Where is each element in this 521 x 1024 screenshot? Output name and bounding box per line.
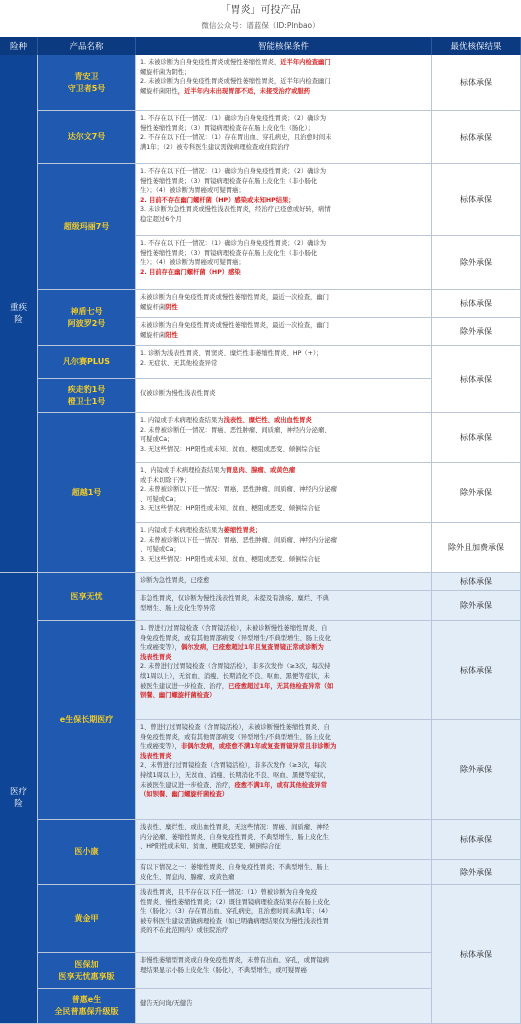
condition-highlight: 浅表性、糜烂性、或出血性胃炎 — [223, 417, 312, 424]
conditions-c2 — [136, 111, 432, 164]
condition-text: 生（肠化）；（3）存在胃出血、穿孔病史，且治愈时间未满1年；（4） — [140, 908, 332, 916]
section-label: 医疗 险 — [9, 787, 27, 809]
condition-text: 1. 未被诊断为自身免疫性胃炎或慢性萎缩性胃炎， — [140, 59, 281, 66]
product-name: 凡尔赛PLUS — [63, 357, 110, 366]
page-header — [0, 0, 521, 37]
condition-text: 1. 不存在以下任一情况：（1）确诊为自身免疫性胃炎；（2）确诊为 — [140, 168, 327, 175]
result-label: 标体承保 — [460, 132, 492, 142]
condition-line — [140, 907, 427, 917]
condition-text: 非急性胃炎，仅诊断为慢性浅表性胃炎，未提及有溃疡、糜烂、不典 — [140, 595, 329, 602]
condition-text: 2. 无症状、无其他检查异常 — [140, 359, 218, 367]
result-r5 — [432, 290, 521, 318]
product-name: 达尔文7号 — [67, 132, 106, 141]
condition-text: 2、未曾进行过胃镜检查（含胃镜活检），非多次发作（≥3次，每次 — [140, 762, 327, 770]
condition-text: 诊断为急性胃炎，已痊愈 — [140, 577, 210, 584]
condition-text: 2. 未曾被诊断以下任一情况：胃癌、恶性肿瘤、间质瘤、神经内分泌瘤 — [140, 536, 337, 544]
condition-line — [140, 723, 427, 733]
condition-text: 未被医生建议进一步检查、治疗， — [140, 781, 235, 789]
condition-line — [140, 445, 427, 455]
condition-text: 稳定超过6个月 — [140, 215, 182, 223]
condition-line — [140, 504, 427, 514]
product-name: 黄金甲 — [74, 913, 99, 923]
product-p6 — [38, 379, 136, 413]
condition-highlight: 浅表性胃炎 — [140, 653, 172, 661]
condition-line — [140, 781, 427, 791]
condition-line — [140, 426, 427, 436]
condition-line — [140, 926, 427, 936]
product-name: 超越1号 — [71, 487, 102, 497]
condition-line — [140, 873, 427, 883]
condition-text: 螺旋杆菌为阴性； — [140, 68, 191, 76]
condition-line — [140, 682, 427, 692]
condition-text: 1. 不存在以下任一情况：（1）确诊为自身免疫性胃炎；（2）确诊为 — [140, 115, 327, 122]
conditions-c6 — [136, 318, 432, 346]
result-r16 — [432, 860, 521, 885]
result-label: 除外承保 — [460, 488, 492, 497]
condition-text: 1. 诊断为浅表性胃炎、胃窦炎、糜烂性非萎缩性胃炎、HP（+）； — [140, 350, 323, 357]
condition-text: 1. 内镜或手术病理检查结果为 — [140, 527, 224, 534]
condition-line — [140, 416, 427, 426]
condition-text: 健告无问询/无健告 — [140, 1000, 193, 1007]
condition-text: 浅表性、糜烂性、或出血性胃炎，无这些情况：胃癌、间质瘤、神经 — [140, 824, 329, 831]
result-r3 — [432, 164, 521, 236]
condition-text: 2. 不存在以下任一情况：（1）存在胃出血、穿孔病史，且治愈时间未 — [140, 134, 332, 142]
result-r2 — [432, 111, 521, 164]
condition-line — [140, 389, 427, 399]
result-r17 — [432, 885, 521, 1024]
conditions-c13 — [136, 591, 432, 621]
condition-text: 3. 无这些情况：HP阳性或未知、贫血、梗阻或恶变、倾倒综合征 — [140, 505, 321, 513]
condition-text: 未被诊断为自身免疫性胃炎或慢性萎缩性胃炎，最近一次检查，幽门 — [140, 322, 329, 329]
column-header-result: 最优核保结果 — [432, 37, 521, 55]
condition-text: 、可疑或Ca； — [140, 546, 180, 554]
condition-line — [140, 691, 427, 701]
condition-line — [140, 58, 427, 68]
condition-line — [140, 303, 427, 313]
condition-line — [140, 742, 427, 752]
product-p2 — [38, 111, 136, 164]
condition-line — [140, 956, 427, 966]
condition-line — [140, 536, 427, 546]
result-r1 — [432, 55, 521, 111]
condition-line — [140, 999, 427, 1009]
product-p4 — [38, 290, 136, 346]
condition-text: 炎的不在此范围内）或住院治疗 — [140, 927, 229, 935]
condition-text: 非慢性萎缩型胃炎或自身免疫性胃炎，未曾有出血、穿孔，或胃镜病 — [140, 957, 329, 964]
condition-text: 1. 不存在以下任一情况：（1）确诊为自身免疫性胃炎；（2）确诊为 — [140, 240, 327, 247]
conditions-c16 — [136, 820, 432, 860]
condition-text: 身免疫性胃炎，或有其他胃部病变（异型增生/不典型增生、肠上皮化 — [140, 733, 332, 741]
column-header-product: 产品名称 — [38, 37, 136, 55]
condition-text: 1、内镜或手术病理检查结果为 — [140, 467, 226, 474]
product-name: e生保长期医疗 — [59, 715, 114, 724]
condition-text: 可疑或Ca； — [140, 436, 174, 444]
conditions-c14 — [136, 621, 432, 720]
condition-text: 螺旋杆菌 — [140, 303, 166, 311]
condition-text: 生或癌变等）， — [140, 644, 181, 652]
condition-line — [140, 77, 427, 87]
condition-line — [140, 495, 427, 505]
condition-line — [140, 196, 427, 206]
condition-highlight: 偶尔发病，已痊愈超过1年且复查胃镜正常或诊断为 — [180, 644, 324, 652]
product-p8 — [38, 573, 136, 621]
condition-text: 理结果显示小肠上皮化生（肠化），不典型增生，或可疑胃癌 — [140, 966, 307, 974]
conditions-c17 — [136, 860, 432, 885]
condition-line — [140, 68, 427, 78]
condition-line — [140, 790, 427, 800]
condition-line — [140, 268, 427, 278]
condition-text: 型增生、肠上皮化生等异常 — [140, 604, 216, 612]
result-r9 — [432, 463, 521, 523]
condition-highlight: 2. 目前不存在幽门螺杆菌（HP）感染或未知HP结果； — [140, 196, 295, 204]
conditions-c7 — [136, 346, 432, 379]
section-critical-illness — [0, 55, 38, 573]
column-header-category: 险种 — [0, 37, 38, 55]
condition-line — [140, 186, 427, 196]
condition-line — [140, 485, 427, 495]
product-name: 医小康 — [74, 847, 99, 856]
conditions-c1 — [136, 55, 432, 111]
condition-line — [140, 604, 427, 614]
condition-text: 生）；（4）被诊断为胃癌或可疑胃癌； — [140, 187, 245, 195]
page-subtitle: 微信公众号：谱蓝保（ID:Plnbao） — [201, 21, 320, 30]
condition-line — [140, 143, 427, 153]
conditions-c3 — [136, 164, 432, 236]
page-title: 「胃炎」可投产品 — [220, 5, 301, 16]
result-label: 标体承保 — [460, 78, 492, 87]
result-r15 — [432, 820, 521, 860]
condition-text: 持续1周以上），无贫血、消瘦、长期消化不良、呕血、黑便等症状， — [140, 771, 330, 779]
condition-line — [140, 555, 427, 565]
result-label: 除外承保 — [460, 601, 492, 610]
product-name: 超级玛丽7号 — [63, 221, 110, 231]
condition-text: 未被诊断为自身免疫性胃炎或慢性萎缩性胃炎，最近一次检查，幽门 — [140, 294, 329, 301]
result-label: 标体承保 — [460, 949, 492, 959]
condition-text: 续1周以上），无贫血、消瘦、长期消化不良、呕血、黑便等症状，未 — [140, 672, 330, 680]
condition-line — [140, 733, 427, 743]
condition-text: 被专科医生建议需做病理检查（如已明确病理结果仅为慢性浅表性胃 — [140, 917, 329, 925]
product-p10 — [38, 820, 136, 885]
condition-line — [140, 576, 427, 586]
product-name: 普惠e生 全民普惠保升级版 — [54, 995, 119, 1016]
condition-line — [140, 526, 427, 536]
condition-text: 生）；（4）被诊断为胃癌或可疑胃癌； — [140, 259, 245, 267]
result-r10 — [432, 523, 521, 573]
condition-highlight: 痊愈不满1年，或有其他检查异常 — [234, 781, 327, 789]
condition-line — [140, 293, 427, 303]
conditions-c4 — [136, 236, 432, 290]
condition-line — [140, 476, 427, 486]
result-r6 — [432, 318, 521, 346]
column-header-conditions: 智能核保条件 — [136, 37, 432, 55]
condition-highlight: 浅表性胃炎 — [140, 752, 172, 760]
condition-text: 、可疑或Ca； — [140, 495, 180, 503]
condition-highlight: 阴性 — [165, 303, 178, 311]
product-name: 疾走豹1号 橙卫士1号 — [67, 384, 106, 406]
condition-line — [140, 662, 427, 672]
conditions-c15 — [136, 720, 432, 820]
condition-highlight: 非偶尔发病，或痊愈不满1年或复查胃镜异常且非诊断为 — [180, 743, 337, 751]
condition-text: 、HP阳性或未知、贫血、梗阻或恶变、倾倒综合征 — [140, 843, 281, 851]
condition-highlight: 钡餐、幽门螺旋杆菌检查） — [140, 692, 216, 700]
condition-line — [140, 966, 427, 976]
condition-text: 性胃炎、慢性萎缩性胃炎；（2）既往胃镜病理检查结果存在肠上皮化 — [140, 898, 330, 906]
condition-text: 被医生建议进一步检查、治疗， — [140, 682, 229, 690]
result-label: 除外承保 — [460, 867, 492, 877]
condition-text: 浅表性胃炎，且不存在以下任一情况：（1）曾被诊断为自身免疫 — [140, 889, 318, 896]
condition-line — [140, 917, 427, 927]
condition-text: 1、曾进行过胃镜检查（含胃镜活检），未被诊断慢性萎缩性胃炎、自 — [140, 724, 330, 731]
condition-line — [140, 634, 427, 644]
result-label: 标体承保 — [460, 835, 492, 844]
result-r14 — [432, 720, 521, 820]
product-p12 — [38, 953, 136, 989]
condition-line — [140, 594, 427, 604]
condition-line — [140, 239, 427, 249]
condition-text: 1. 内镜或手术病理检查结果为 — [140, 417, 224, 424]
condition-text: 2. 未曾被诊断任一情况：胃癌、恶性肿瘤、间质瘤、神经内分泌瘤、 — [140, 426, 331, 434]
result-r8 — [432, 413, 521, 463]
condition-text: 2. 未曾被诊断以下任一情况：胃癌、恶性肿瘤、间质瘤、神经内分泌瘤 — [140, 486, 337, 494]
condition-text: 内分泌瘤、萎缩性胃炎、自身免疫性胃炎、不典型增生、肠上皮化生 — [140, 833, 329, 841]
condition-text: 1. 曾进行过胃镜检查（含胃镜活检），未被诊断慢性萎缩性胃炎、自 — [140, 625, 328, 632]
condition-line — [140, 863, 427, 873]
condition-text: 慢性萎缩性胃炎；（3）胃镜病理检查存在肠上皮化生（非小肠化 — [140, 177, 318, 185]
condition-text: 或手术切除干净； — [140, 476, 191, 484]
condition-line — [140, 672, 427, 682]
condition-highlight: ，近半年内未出现胃部不适，未接受治疗或服药 — [177, 87, 311, 95]
condition-line — [140, 435, 427, 445]
condition-line — [140, 249, 427, 259]
condition-highlight: （如钡餐、幽门螺旋杆菌检查） — [140, 791, 229, 799]
condition-line — [140, 752, 427, 762]
result-label: 标体承保 — [460, 665, 492, 675]
product-name: 医享无忧 — [70, 591, 103, 601]
condition-text: 螺旋杆菌阳性 — [140, 87, 178, 95]
result-label: 标体承保 — [460, 299, 492, 308]
condition-text: 仅被诊断为慢性浅表性胃炎 — [140, 390, 216, 397]
conditions-c11 — [136, 523, 432, 573]
result-r7 — [432, 346, 521, 413]
condition-line — [140, 761, 427, 771]
condition-line — [140, 771, 427, 781]
result-label: 除外承保 — [460, 327, 492, 336]
product-name: 神盾七号 阿波罗2号 — [67, 306, 106, 328]
result-label: 标体承保 — [460, 374, 492, 384]
condition-text: 身免疫性胃炎，或有其他胃部病变（异型增生/不典型增生、肠上皮化 — [140, 634, 332, 642]
result-label: 标体承保 — [460, 433, 492, 442]
condition-highlight: 已痊愈超过1年，无其他检查异常（如 — [228, 682, 334, 690]
result-label: 标体承保 — [460, 577, 492, 586]
condition-line — [140, 898, 427, 908]
condition-highlight: 萎缩性胃炎； — [223, 527, 262, 534]
product-p7 — [38, 413, 136, 573]
condition-text: 皮化生、胃息肉、腺瘤、或黄色瘤 — [140, 873, 235, 881]
condition-line — [140, 258, 427, 268]
condition-line — [140, 349, 427, 359]
result-label: 除外承保 — [460, 258, 492, 267]
conditions-c9 — [136, 413, 432, 463]
condition-text: 生或癌变等）， — [140, 743, 181, 751]
condition-text: 有以下情况之一：萎缩性胃炎、自身免疫性胃炎；不典型增生、肠上 — [140, 864, 329, 871]
condition-text: 满1年；（2）被专科医生建议需做病理检查或住院治疗 — [140, 143, 290, 151]
conditions-c20 — [136, 989, 432, 1024]
result-r4 — [432, 236, 521, 290]
result-r13 — [432, 621, 521, 720]
condition-line — [140, 167, 427, 177]
product-p13 — [38, 989, 136, 1024]
condition-highlight: 胃息肉、腺瘤、或黄色瘤 — [225, 467, 296, 474]
conditions-c5 — [136, 290, 432, 318]
condition-text: 2. 未曾进行过胃镜检查（含胃镜活检），非多次发作（≥3次，每次持 — [140, 663, 331, 671]
condition-text: 3. 无这些情况：HP阳性或未知、贫血、梗阻或恶变、倾倒综合征 — [140, 555, 321, 563]
condition-line — [140, 177, 427, 187]
product-p5 — [38, 346, 136, 379]
condition-line — [140, 888, 427, 898]
condition-line — [140, 87, 427, 97]
condition-text: 2. 未被诊断为自身免疫性胃炎或慢性萎缩性胃炎，近半年内检查幽门 — [140, 78, 331, 86]
condition-line — [140, 321, 427, 331]
condition-line — [140, 359, 427, 369]
product-p9 — [38, 621, 136, 820]
conditions-c8 — [136, 379, 432, 413]
section-medical — [0, 573, 38, 1024]
product-p1 — [38, 55, 136, 111]
condition-line — [140, 466, 427, 476]
condition-line — [140, 215, 427, 225]
condition-highlight: 2. 目前存在幽门螺杆菌（HP）感染 — [140, 268, 241, 276]
condition-line — [140, 823, 427, 833]
condition-highlight: 近半年内检查幽门 — [280, 59, 331, 66]
condition-line — [140, 205, 427, 215]
product-name: 医保加 医享无忧惠享版 — [58, 959, 115, 981]
condition-text: 3. 未诊断为急性胃炎或慢性浅表性胃炎，经治疗已痊愈或好转，病情 — [140, 206, 331, 214]
product-name: 青安卫 守卫者5号 — [67, 71, 106, 93]
condition-highlight: 阳性 — [165, 331, 178, 339]
condition-text: 慢性萎缩性胃炎；（3）胃镜病理检查存在肠上皮化生（肠化）； — [140, 124, 315, 132]
result-r12 — [432, 591, 521, 621]
condition-line — [140, 833, 427, 843]
conditions-c12 — [136, 573, 432, 591]
conditions-c18 — [136, 885, 432, 953]
condition-line — [140, 842, 427, 852]
condition-line — [140, 643, 427, 653]
condition-line — [140, 124, 427, 134]
result-label: 除外且加费承保 — [448, 543, 504, 552]
result-label: 除外承保 — [460, 765, 492, 774]
result-label: 标体承保 — [460, 195, 492, 204]
condition-text: 3. 无这些情况：HP阳性或未知、贫血、梗阻或恶变、倾倒综合征 — [140, 445, 321, 453]
result-r11 — [432, 573, 521, 591]
conditions-c10 — [136, 463, 432, 523]
condition-line — [140, 331, 427, 341]
condition-text: 螺旋杆菌 — [140, 331, 166, 339]
condition-line — [140, 114, 427, 124]
product-p11 — [38, 885, 136, 953]
condition-line — [140, 133, 427, 143]
product-p3 — [38, 164, 136, 290]
conditions-c19 — [136, 953, 432, 989]
condition-line — [140, 624, 427, 634]
condition-line — [140, 653, 427, 663]
section-label: 重疾 险 — [9, 302, 27, 325]
condition-line — [140, 545, 427, 555]
condition-text: 慢性萎缩性胃炎；（3）胃镜病理检查存在肠上皮化生（非小肠化 — [140, 249, 318, 257]
